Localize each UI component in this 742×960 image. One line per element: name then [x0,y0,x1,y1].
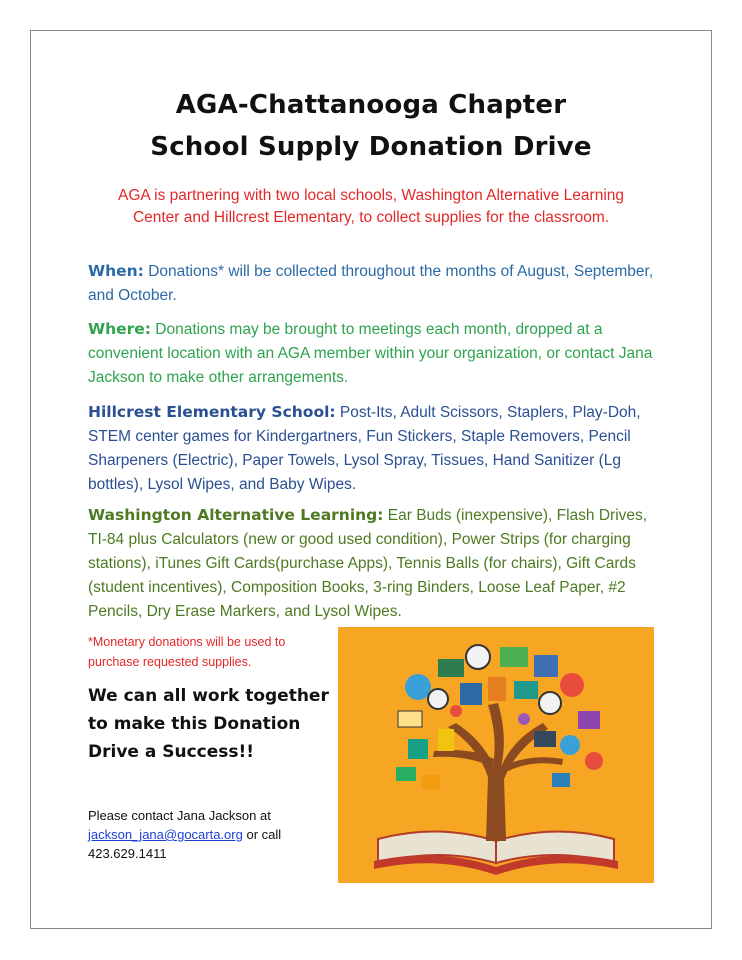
where-text: Donations may be brought to meetings each month, dropped at a convenient location with an AGA member within your organization, or contact Jana Jackson to make other arrangements. [88,321,653,386]
contact-email-link[interactable]: jackson_jana@gocarta.org [88,827,243,842]
when-text: Donations* will be collected throughout the months of August, September, and October. [88,263,654,304]
monetary-note: *Monetary donations will be used to purchase requested supplies. [88,635,286,669]
contact-suffix: or call [242,827,282,842]
book-tree-illustration [338,627,654,883]
contact-prefix: Please contact Jana Jackson at [88,808,271,823]
washington-text: Ear Buds (inexpensive), Flash Drives, TI-84 plus Calculators (new or good used condition), Power Strips (for charging stations), iTunes Gift Cards(purchase Apps), Tennis Balls (for chairs), Gift Cards (student incentives), Composition Books, 3-ring Binders, Loose Leaf Paper, #2 Pencils, Dry Erase Markers, and Lysol Wipes. [88,507,648,620]
when-label: When: [88,262,144,280]
washington-section [88,503,658,624]
hillcrest-text: Post-Its, Adult Scissors, Staplers, Play-Doh, STEM center games for Kindergartners, Fun Stickers, Staple Removers, Pencil Sharpeners (Electric), Paper Towels, Lysol Spray, Tissues, Hand Sanitizer (Lg bottles), Lysol Wipes, and Baby Wipes. [88,404,641,493]
washington-label: Washington Alternative Learning: [88,506,384,524]
where-label: Where: [88,320,151,338]
hillcrest-section [88,400,658,497]
page-subtitle: School Supply Donation Drive [150,132,592,162]
when-section [88,259,658,308]
where-section [88,317,658,390]
page-title: AGA-Chattanooga Chapter [175,90,567,120]
contact-phone: 423.629.1411 [88,846,167,861]
contact-info [88,806,348,863]
intro-text: AGA is partnering with two local schools, Washington Alternative Learning Center and Hillcrest Elementary, to collect supplies for the classroom. [117,187,625,226]
call-to-action: We can all work together to make this Donation Drive a Success!! [88,686,329,762]
hillcrest-label: Hillcrest Elementary School: [88,403,336,421]
